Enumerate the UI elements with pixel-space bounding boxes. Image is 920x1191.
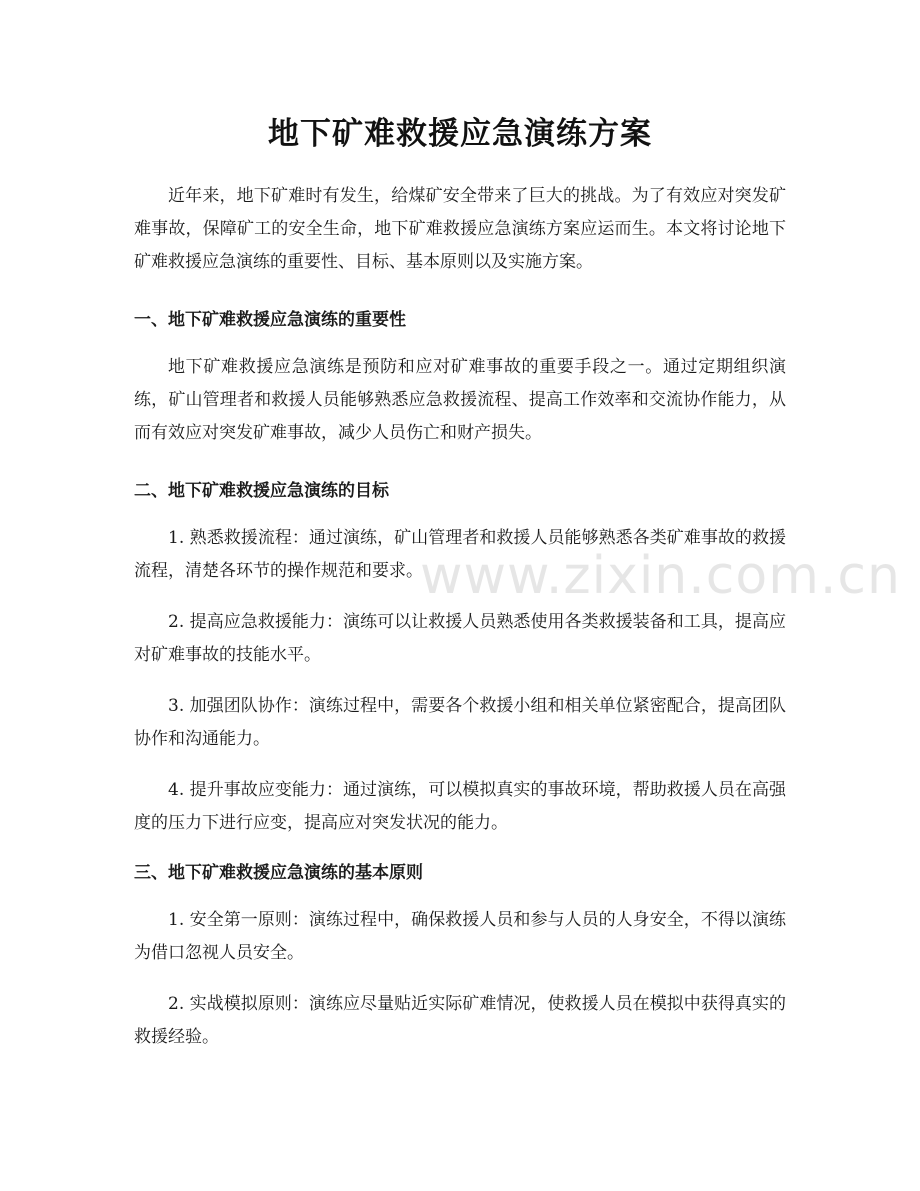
watermark: www.zixin.com.cn	[420, 546, 901, 606]
intro-paragraph: 近年来，地下矿难时有发生，给煤矿安全带来了巨大的挑战。为了有效应对突发矿难事故，保障矿工的安全生命，地下矿难救援应急演练方案应运而生。本文将讨论地下矿难救援应急演练的重要性、目标、基本原则以及实施方案。	[134, 186, 786, 272]
principle-item: 2. 实战模拟原则：演练应尽量贴近实际矿难情况，使救援人员在模拟中获得真实的救援经验。	[134, 994, 786, 1047]
section-heading-importance: 一、地下矿难救援应急演练的重要性	[134, 310, 406, 330]
page-title: 地下矿难救援应急演练方案	[268, 116, 652, 152]
document-body	[134, 180, 786, 1072]
principle-item: 1. 安全第一原则：演练过程中，确保救援人员和参与人员的人身安全，不得以演练为借口忽视人员安全。	[134, 910, 786, 963]
section-heading-principles: 三、地下矿难救援应急演练的基本原则	[134, 863, 423, 883]
goal-item: 4. 提升事故应变能力：通过演练，可以模拟真实的事故环境，帮助救援人员在高强度的压力下进行应变，提高应对突发状况的能力。	[134, 780, 786, 833]
section-heading-goals: 二、地下矿难救援应急演练的目标	[134, 481, 389, 501]
goal-item: 1. 熟悉救援流程：通过演练，矿山管理者和救援人员能够熟悉各类矿难事故的救援流程，清楚各环节的操作规范和要求。	[134, 528, 786, 581]
section-paragraph: 地下矿难救援应急演练是预防和应对矿难事故的重要手段之一。通过定期组织演练，矿山管理者和救援人员能够熟悉应急救援流程、提高工作效率和交流协作能力，从而有效应对突发矿难事故，减少人员伤亡和财产损失。	[134, 357, 786, 443]
goal-item: 2. 提高应急救援能力：演练可以让救援人员熟悉使用各类救援装备和工具，提高应对矿难事故的技能水平。	[134, 612, 786, 665]
goal-item: 3. 加强团队协作：演练过程中，需要各个救援小组和相关单位紧密配合，提高团队协作和沟通能力。	[134, 696, 786, 749]
